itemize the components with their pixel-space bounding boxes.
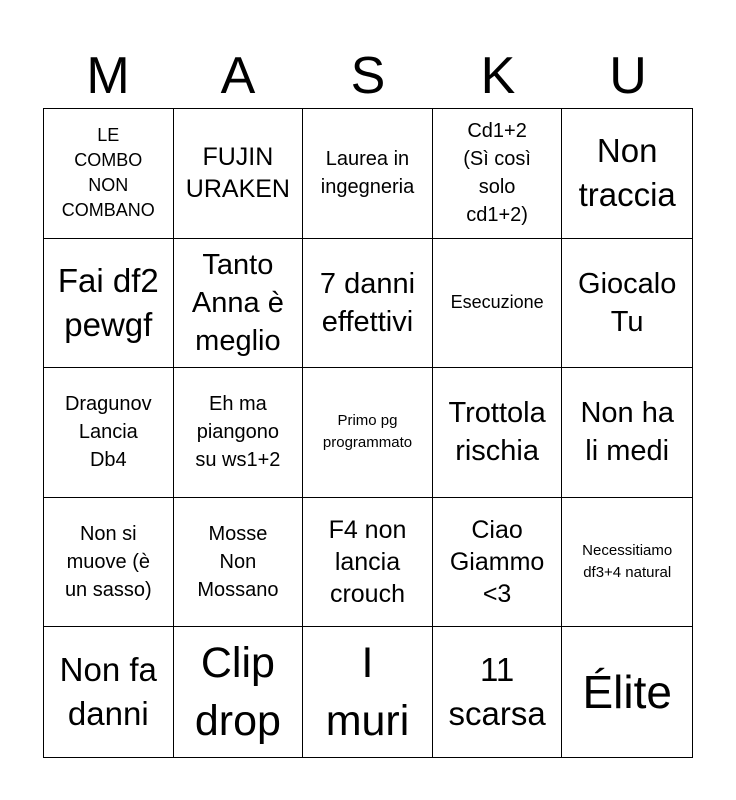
cell-text: Giocalo Tu: [578, 267, 677, 338]
cell-text: Clip drop: [194, 639, 281, 746]
bingo-cell[interactable]: [44, 627, 174, 757]
cell-text: Dragunov Lancia Db4: [64, 393, 152, 472]
bingo-header: [43, 44, 693, 108]
bingo-cell[interactable]: [562, 109, 692, 239]
cell-text: Mosse Non Mossano: [197, 523, 279, 602]
cell-text: FUJIN URAKEN: [185, 143, 290, 204]
cell-text: Primo pg programmato: [322, 412, 413, 452]
cell-text: Eh ma piangono su ws1+2: [195, 393, 281, 472]
cell-text: Non fa danni: [59, 651, 157, 733]
bingo-cell[interactable]: [433, 627, 563, 757]
bingo-cell[interactable]: [174, 627, 304, 757]
bingo-cell[interactable]: [562, 627, 692, 757]
cell-text: 7 danni effettivi: [319, 267, 416, 338]
bingo-cell[interactable]: [174, 498, 304, 628]
bingo-cell[interactable]: [44, 239, 174, 369]
cell-text: Fai df2 pewgf: [57, 261, 159, 343]
cell-text: Necessitiamo df3+4 natural: [582, 542, 673, 582]
bingo-cell[interactable]: [303, 368, 433, 498]
header-letter-s: S: [350, 47, 386, 105]
bingo-cell[interactable]: [433, 498, 563, 628]
cell-text: Non si muove (è un sasso): [64, 523, 152, 602]
bingo-cell[interactable]: [174, 109, 304, 239]
bingo-cell[interactable]: [303, 498, 433, 628]
bingo-cell[interactable]: [433, 368, 563, 498]
cell-text: 11 scarsa: [448, 651, 546, 733]
cell-text: I muri: [325, 639, 410, 746]
bingo-cell[interactable]: [174, 239, 304, 369]
cell-text: Ciao Giammo <3: [449, 516, 545, 609]
bingo-cell[interactable]: [433, 109, 563, 239]
header-letter-a: A: [220, 47, 256, 105]
bingo-cell[interactable]: [303, 109, 433, 239]
bingo-cell[interactable]: [303, 627, 433, 757]
cell-text: Non traccia: [578, 132, 676, 214]
cell-text: F4 non lancia crouch: [328, 516, 407, 609]
header-letter-u: U: [609, 47, 647, 105]
cell-text: Laurea in ingegneria: [320, 148, 415, 199]
cell-text: Tanto Anna è meglio: [191, 248, 284, 357]
bingo-cell[interactable]: [433, 239, 563, 369]
bingo-cell[interactable]: [44, 368, 174, 498]
cell-text: Esecuzione: [450, 292, 544, 313]
header-letter-m: M: [86, 47, 130, 105]
bingo-cell[interactable]: [44, 109, 174, 239]
bingo-cell[interactable]: [562, 239, 692, 369]
cell-text: Cd1+2 (Sì così solo cd1+2): [463, 120, 531, 227]
bingo-cell[interactable]: [174, 368, 304, 498]
cell-text: Trottola rischia: [448, 397, 546, 468]
cell-text: Élite: [582, 666, 672, 719]
header-letter-k: K: [480, 47, 516, 105]
cell-text: LE COMBO NON COMBANO: [61, 125, 155, 221]
cell-text: Non ha li medi: [580, 397, 674, 468]
bingo-board: [43, 108, 693, 758]
bingo-cell[interactable]: [562, 368, 692, 498]
bingo-cell[interactable]: [44, 498, 174, 628]
bingo-cell[interactable]: [562, 498, 692, 628]
bingo-cell[interactable]: [303, 239, 433, 369]
